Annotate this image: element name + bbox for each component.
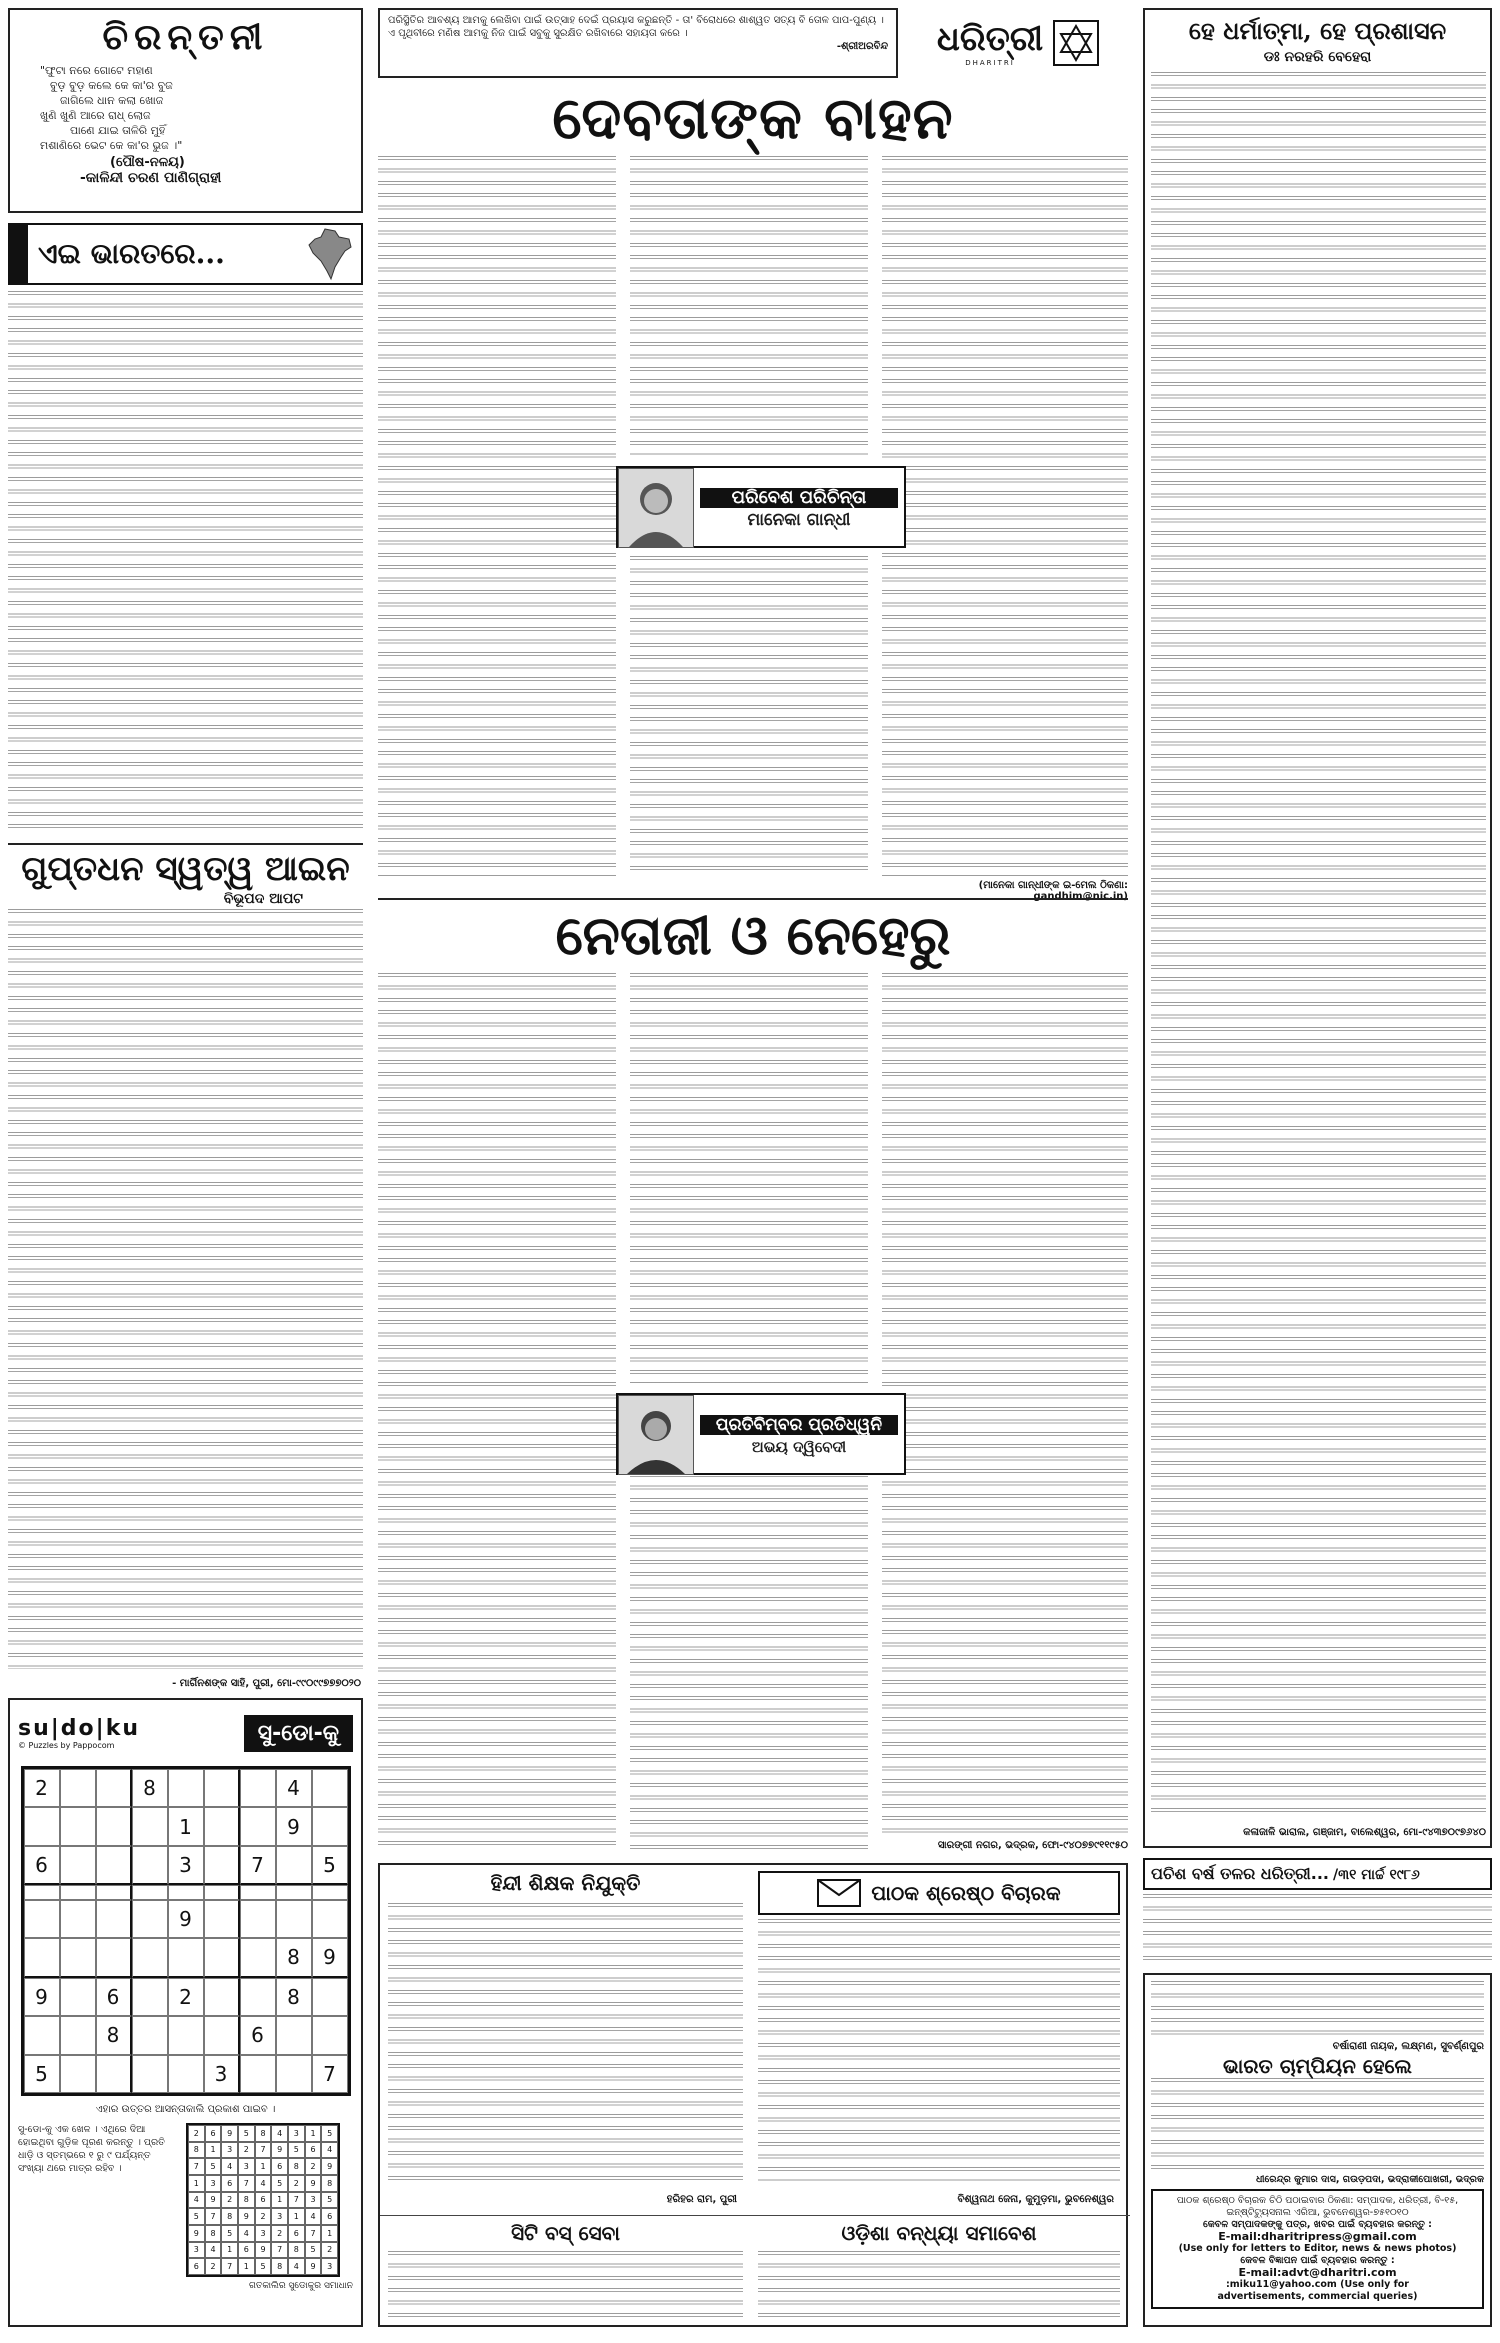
sudoku-cell[interactable] bbox=[60, 1885, 96, 1899]
sudoku-solution-cell: 6 bbox=[305, 2142, 322, 2159]
sudoku-cell[interactable]: 6 bbox=[24, 1846, 60, 1885]
sudoku-cell[interactable] bbox=[240, 1978, 276, 2016]
sudoku-cell[interactable] bbox=[204, 1900, 240, 1938]
contact-note2: କେବଳ ବିଜ୍ଞାପନ ପାଇଁ ବ୍ୟବହାର କରନ୍ତୁ : bbox=[1240, 2255, 1395, 2266]
body-text-lines bbox=[378, 973, 616, 1853]
sudoku-solution-cell: 2 bbox=[238, 2142, 255, 2159]
sudoku-solution-cell: 5 bbox=[255, 2258, 272, 2275]
sudoku-cell[interactable] bbox=[132, 2055, 168, 2093]
sudoku-cell[interactable]: 3 bbox=[204, 2055, 240, 2093]
sudoku-cell[interactable] bbox=[96, 2055, 132, 2093]
sudoku-solution-cell: 3 bbox=[321, 2258, 338, 2275]
poem-title: ଚିରନ୍ତନୀ bbox=[102, 16, 269, 58]
sudoku-solution-cell: 8 bbox=[288, 2242, 305, 2259]
sudoku-solution-cell: 7 bbox=[305, 2225, 322, 2242]
contact-email2[interactable]: E-mail:advt@dharitri.com bbox=[1238, 2266, 1397, 2279]
sudoku-cell[interactable]: 3 bbox=[168, 1846, 204, 1885]
article2-body bbox=[378, 973, 1128, 1853]
sudoku-solution-cell: 9 bbox=[305, 2258, 322, 2275]
body-text-lines bbox=[630, 556, 868, 876]
sudoku-solution-cell: 9 bbox=[255, 2242, 272, 2259]
sudoku-solution-cell: 3 bbox=[238, 2158, 255, 2175]
letters-box bbox=[378, 1863, 1128, 2327]
letter4-title: ଓଡ଼ିଶା ବନ୍ଧ୍ୟା ସମାବେଶ bbox=[841, 2221, 1037, 2245]
sudoku-cell[interactable] bbox=[276, 1900, 312, 1938]
sudoku-cell[interactable] bbox=[276, 1885, 312, 1899]
sudoku-cell[interactable] bbox=[168, 2055, 204, 2093]
sudoku-solution-cell: 4 bbox=[205, 2242, 222, 2259]
sudoku-cell[interactable]: 9 bbox=[276, 1807, 312, 1845]
right-article-box bbox=[1143, 8, 1492, 1848]
body-text-lines bbox=[758, 2251, 1120, 2321]
masthead-quote-author: -ଶ୍ରୀଅରବିନ୍ଦ bbox=[836, 41, 888, 52]
sudoku-solution-cell: 3 bbox=[305, 2192, 322, 2209]
logo-sub: DHARITRI bbox=[965, 59, 1015, 67]
sudoku-solution-cell: 9 bbox=[221, 2125, 238, 2142]
right-letter2-signer: ଧୀରେନ୍ଦ୍ର କୁମାର ଦାସ, ଗଉଡ଼ପଦା, ଭଦ୍ରାକୀପୋଖରୀ, ଭଦ୍ରକ bbox=[1256, 2174, 1484, 2185]
sudoku-cell[interactable] bbox=[312, 1885, 348, 1899]
divider bbox=[380, 2215, 1130, 2216]
body-text-lines bbox=[1151, 72, 1486, 1812]
poem-box bbox=[8, 8, 363, 213]
masthead-quote: ପରିସ୍ଥିତିର ଆବଶ୍ୟ ଆମକୁ ଲେଖିବା ପାଇଁ ଉତ୍ସାହ ଦେଇଁ ପ୍ରୟାସ କରୁଛନ୍ତି - ତା' ବିରୋଧରେ ଶାଶ୍ୱତ ସତ୍ୟ ବି ତୋଳ ପାପ-ପୁଣ୍ୟ । ଏ ପୃଥିବୀରେ ମଣିଷ ଆମକୁ ନିଜ ପାଇଁ ସବୁକୁ ସୁରକ୍ଷିତ ରଖିବାରେ ସହାୟତା କରେ । bbox=[388, 15, 884, 39]
sudoku-cell[interactable]: 9 bbox=[168, 1900, 204, 1938]
sudoku-cell[interactable] bbox=[96, 1846, 132, 1885]
letter3-body bbox=[388, 2251, 743, 2321]
article1-col3 bbox=[882, 156, 1128, 876]
section-header bbox=[8, 223, 363, 285]
sudoku-cell[interactable] bbox=[240, 1900, 276, 1938]
sudoku-cell[interactable] bbox=[204, 1846, 240, 1885]
sudoku-cell[interactable]: 5 bbox=[312, 1846, 348, 1885]
flashback-body bbox=[1143, 1894, 1492, 1968]
sudoku-bottom bbox=[18, 2123, 353, 2277]
sudoku-solution-cell: 6 bbox=[255, 2192, 272, 2209]
sudoku-cell[interactable] bbox=[60, 1807, 96, 1845]
column-label-text bbox=[694, 468, 904, 546]
section-guptadhan bbox=[8, 843, 363, 1693]
sudoku-cell[interactable]: 4 bbox=[276, 1769, 312, 1807]
sudoku-solution-cell: 6 bbox=[221, 2175, 238, 2192]
sudoku-solution-cell: 1 bbox=[321, 2225, 338, 2242]
sudoku-header bbox=[18, 1708, 353, 1758]
sudoku-solution-cell: 5 bbox=[305, 2242, 322, 2259]
sudoku-cell[interactable] bbox=[132, 2016, 168, 2054]
headline-devatanka-bahana: ଦେବତାଙ୍କ ବାହନ bbox=[552, 84, 954, 152]
sudoku-rules: ସୁ-ଡୋ-କୁ ଏକ ଖେଳ । ଏଥିରେ ଦିଆ ହୋଇଥିବା ଗୁଡ଼ିକ ପୂରଣ କରନ୍ତୁ । ପ୍ରତି ଧାଡ଼ି ଓ ସ୍ତମ୍ଭରେ ୧ ରୁ ୯ ପର୍ଯ୍ୟନ୍ତ ସଂଖ୍ୟା ଥରେ ମାତ୍ର ରହିବ । bbox=[18, 2124, 165, 2174]
sudoku-solution-cell: 4 bbox=[238, 2225, 255, 2242]
middle-column bbox=[378, 8, 1128, 2327]
sudoku-solution-cell: 6 bbox=[205, 2125, 222, 2142]
sudoku-solution-cell: 5 bbox=[321, 2125, 338, 2142]
poem-line: ମଶାଣିରେ ଭେଟ କେ କା'ର ଭୁଜ ।" bbox=[40, 139, 183, 152]
body-text-lines bbox=[630, 156, 868, 456]
poem-line: ବୁଡ଼ ବୁଡ଼ କଲେ କେ କା'ର ବୁଜ bbox=[50, 79, 173, 92]
contact-email1-note: (Use only for letters to Editor, news & news photos) bbox=[1178, 2243, 1457, 2254]
sudoku-cell[interactable] bbox=[276, 2055, 312, 2093]
sudoku-solution-cell: 1 bbox=[188, 2175, 205, 2192]
sudoku-solution-cell: 1 bbox=[205, 2142, 222, 2159]
right-headline: ହେ ଧର୍ମାତ୍ମା, ହେ ପ୍ରଶାସନ bbox=[1188, 16, 1447, 45]
sudoku-solution-cell: 5 bbox=[238, 2125, 255, 2142]
right-byline: ଡଃ ନରହରି ବେହେରା bbox=[1263, 49, 1372, 65]
sudoku-solution-cell: 9 bbox=[188, 2225, 205, 2242]
letter1-title: ହିନ୍ଦୀ ଶିକ୍ଷକ ନିଯୁକ୍ତି bbox=[490, 1871, 641, 1895]
letter2 bbox=[758, 1871, 1120, 2211]
sudoku-credits: ଗତକାଲିର ସୁଡୋକୁର ସମାଧାନ bbox=[249, 2281, 353, 2291]
sudoku-solution-cell: 9 bbox=[321, 2158, 338, 2175]
flashback-title: ପଚିଶ ବର୍ଷ ତଳର ଧରିତ୍ରୀ... bbox=[1151, 1864, 1329, 1883]
envelope-icon bbox=[817, 1879, 861, 1907]
sudoku-cell[interactable] bbox=[240, 1885, 276, 1899]
masthead bbox=[378, 8, 1128, 83]
person-photo-icon bbox=[619, 469, 693, 547]
article1-byline: ମାନେକା ଗାନ୍ଧୀ bbox=[747, 510, 851, 530]
body-text-lines bbox=[1151, 2078, 1484, 2174]
body-text-lines bbox=[758, 1919, 1120, 2181]
author-photo bbox=[618, 1395, 694, 1475]
sudoku-cell[interactable] bbox=[24, 1807, 60, 1845]
section2-footer: - ମାର୍ଗିନଶଙ୍କ ସାହି, ପୁରୀ, ମୋ-୯୯୦୯୯୭୭୭୦୨୦ bbox=[172, 1678, 361, 1689]
left-column bbox=[8, 8, 363, 2327]
headline-netaji-nehru: ନେତାଜୀ ଓ ନେହେରୁ bbox=[555, 903, 951, 967]
masthead-logo bbox=[908, 8, 1128, 78]
sudoku-solution-cell: 6 bbox=[188, 2258, 205, 2275]
sudoku-solution-cell: 8 bbox=[238, 2192, 255, 2209]
sudoku-cell[interactable] bbox=[96, 1885, 132, 1899]
sudoku-solution-cell: 6 bbox=[288, 2225, 305, 2242]
sudoku-cell[interactable] bbox=[132, 1846, 168, 1885]
sudoku-cell[interactable] bbox=[276, 1846, 312, 1885]
sudoku-cell[interactable] bbox=[24, 1885, 60, 1899]
sudoku-solution-cell: 7 bbox=[188, 2158, 205, 2175]
body-text-lines bbox=[8, 291, 363, 831]
sudoku-solution-cell: 1 bbox=[238, 2258, 255, 2275]
column-label-text bbox=[694, 1395, 904, 1473]
sudoku-solution-cell: 4 bbox=[305, 2208, 322, 2225]
right-column bbox=[1143, 8, 1492, 2327]
body-text-lines bbox=[378, 156, 616, 876]
column-label-box2 bbox=[616, 1393, 906, 1475]
sudoku-solution-cell: 8 bbox=[321, 2175, 338, 2192]
sudoku-cell[interactable] bbox=[96, 1807, 132, 1845]
letter2-title: ପାଠକ ଶ୍ରେଷ୍ଠ ବିଚାରକ bbox=[871, 1881, 1061, 1905]
poem-line: ଖୁଣି ଖୁଣି ଆରେ ରାଧ୍ ଲୋଜ bbox=[40, 109, 151, 122]
sudoku-solution-cell: 1 bbox=[305, 2125, 322, 2142]
sudoku-cell[interactable] bbox=[276, 2016, 312, 2054]
sudoku-cell[interactable]: 6 bbox=[240, 2016, 276, 2054]
poem-line: ଜାଗିଲେ ଧାନ କଲା ଖୋଜ bbox=[60, 94, 164, 107]
poem-source: (ପୌଷ-ନଳୟ) bbox=[110, 155, 185, 170]
contact-email3[interactable]: :miku11@yahoo.com (Use only for bbox=[1225, 2279, 1409, 2290]
article1-col1 bbox=[378, 156, 616, 876]
sudoku-cell[interactable] bbox=[168, 1938, 204, 1977]
section2-author: ବିଭୂପଦ ଆପଟ bbox=[223, 891, 303, 907]
sudoku-cell[interactable]: 8 bbox=[276, 1938, 312, 1977]
sudoku-solution-cell: 5 bbox=[205, 2158, 222, 2175]
body-text-lines bbox=[388, 1903, 743, 2183]
letter4-body bbox=[758, 2251, 1120, 2321]
right-letter2-body bbox=[1151, 2078, 1484, 2174]
sudoku-solution-cell: 1 bbox=[271, 2192, 288, 2209]
section1-body bbox=[8, 291, 363, 831]
sudoku-solution-cell: 6 bbox=[271, 2158, 288, 2175]
sudoku-solution-cell: 5 bbox=[221, 2225, 238, 2242]
right-letter1-signer: ବର୍ଷାରାଣୀ ନାୟକ, ଲକ୍ଷ୍ମଣ, ସୁବର୍ଣ୍ଣପୁର bbox=[1332, 2041, 1484, 2052]
contact-box bbox=[1151, 2189, 1484, 2309]
sudoku-cell[interactable] bbox=[24, 1900, 60, 1938]
letter4 bbox=[758, 2221, 1120, 2321]
sudoku-solution-cell: 4 bbox=[221, 2158, 238, 2175]
contact-email3-note: advertisements, commercial queries) bbox=[1217, 2291, 1418, 2302]
sudoku-logo: su|do|ku bbox=[18, 1716, 140, 1741]
sudoku-solution-cell: 2 bbox=[305, 2158, 322, 2175]
sudoku-solution-cell: 3 bbox=[221, 2142, 238, 2159]
sudoku-solution-cell: 3 bbox=[188, 2242, 205, 2259]
sudoku-solution-cell: 8 bbox=[221, 2208, 238, 2225]
letter1-body bbox=[388, 1903, 743, 2183]
sudoku-solution-cell: 5 bbox=[288, 2142, 305, 2159]
sudoku-answer-note: ଏହାର ଉତ୍ତର ଆସନ୍ତାକାଲି ପ୍ରକାଶ ପାଇବ । bbox=[95, 2104, 276, 2115]
poem-line: "ଫୁଟା ନରେ ଗୋଟେ ମହାଣ bbox=[40, 64, 153, 77]
article1-email: (ମାନେକା ଗାନ୍ଧୀଙ୍କ ଇ-ମେଲ ଠିକଣା: gandhim@nic.in) bbox=[978, 880, 1128, 902]
poem-lines bbox=[20, 63, 351, 153]
sudoku-cell[interactable] bbox=[204, 1807, 240, 1845]
sudoku-solution-cell: 5 bbox=[321, 2192, 338, 2209]
sudoku-cell[interactable]: 7 bbox=[312, 2055, 348, 2093]
sudoku-cell[interactable] bbox=[60, 2016, 96, 2054]
sudoku-cell[interactable] bbox=[204, 2016, 240, 2054]
article1-body bbox=[378, 156, 1128, 876]
sudoku-solution-cell: 3 bbox=[288, 2125, 305, 2142]
divider bbox=[378, 898, 1128, 900]
logo-text-wrap bbox=[937, 19, 1043, 67]
author-photo bbox=[618, 468, 694, 548]
sudoku-cell[interactable]: 2 bbox=[24, 1769, 60, 1807]
sudoku-cell[interactable] bbox=[312, 1769, 348, 1807]
sudoku-solution bbox=[186, 2123, 340, 2277]
section2-title: ଗୁପ୍ତଧନ ସ୍ୱତ୍ୱ ଆଇନ bbox=[21, 849, 350, 889]
sudoku-solution-cell: 3 bbox=[271, 2208, 288, 2225]
sudoku-cell[interactable] bbox=[24, 2016, 60, 2054]
sudoku-cell[interactable] bbox=[240, 1938, 276, 1977]
sudoku-cell[interactable] bbox=[312, 1978, 348, 2016]
sudoku-solution-cell: 4 bbox=[288, 2258, 305, 2275]
sudoku-solution-cell: 8 bbox=[288, 2158, 305, 2175]
sudoku-cell[interactable] bbox=[96, 1938, 132, 1977]
flashback-date: /୩୧ ମାର୍ଚ୍ଚ ୧୯୮୬ bbox=[1333, 1867, 1420, 1883]
body-text-lines bbox=[8, 909, 363, 1669]
sudoku-cell[interactable] bbox=[168, 2016, 204, 2054]
sudoku-cell[interactable]: 2 bbox=[168, 1978, 204, 2016]
sudoku-cell[interactable] bbox=[132, 1900, 168, 1938]
sudoku-cell[interactable] bbox=[132, 1885, 168, 1899]
letter2-body bbox=[758, 1919, 1120, 2181]
sudoku-cell[interactable] bbox=[60, 1900, 96, 1938]
body-text-lines bbox=[882, 973, 1128, 1833]
body-text-lines bbox=[882, 156, 1128, 876]
sudoku-cell[interactable]: 8 bbox=[276, 1978, 312, 2016]
column-label: ପରିବେଶ ପରିଚିନ୍ତା bbox=[700, 488, 898, 508]
sudoku-solution-cell: 1 bbox=[288, 2208, 305, 2225]
logo-text: ଧରିତ୍ରୀ bbox=[936, 19, 1044, 59]
article2-col1 bbox=[378, 973, 616, 1853]
sudoku-solution-cell: 9 bbox=[305, 2175, 322, 2192]
letter2-signer: ବିଶ୍ୱନାଥ ଜେନା, କୁମୁଡ଼ମା, ଭୁବନେଶ୍ୱର bbox=[957, 2194, 1114, 2205]
sudoku-title: ସୁ-ଡୋ-କୁ bbox=[244, 1715, 353, 1752]
letter1 bbox=[388, 1871, 743, 2211]
letter3 bbox=[388, 2221, 743, 2321]
india-map-icon bbox=[305, 227, 355, 281]
right-letters-box bbox=[1143, 1973, 1492, 2327]
body-text-lines bbox=[630, 973, 868, 1383]
article2-col3 bbox=[882, 973, 1128, 1853]
sudoku-cell[interactable] bbox=[96, 1900, 132, 1938]
contact-note1: କେବଳ ସମ୍ପାଦକଙ୍କୁ ପତ୍ର, ଖବର ପାଇଁ ବ୍ୟବହାର କରନ୍ତୁ : bbox=[1203, 2219, 1432, 2230]
sudoku-solution-cell: 2 bbox=[288, 2175, 305, 2192]
poem-line: ପାଣେ ଯାଇ ତାଳିରି ମୁହିଁ bbox=[70, 124, 166, 137]
header-black-bar bbox=[10, 225, 28, 283]
sudoku-solution-cell: 4 bbox=[321, 2142, 338, 2159]
column-label: ପ୍ରତିବିମ୍ବର ପ୍ରତିଧ୍ୱନି bbox=[700, 1415, 898, 1435]
sudoku-solution-cell: 4 bbox=[271, 2125, 288, 2142]
sudoku-cell[interactable] bbox=[204, 1769, 240, 1807]
right-footer: କଳାଜାଳି ଭାରାଲ, ଗଞ୍ଜାମ, ବାଲେଶ୍ୱର, ମୋ-୯୪୩୭୦୯୭୬୪୦ bbox=[1243, 1827, 1486, 1838]
poem-author: -କାଳିନ୍ଦୀ ଚରଣ ପାଣିଗ୍ରାହୀ bbox=[80, 170, 222, 186]
sudoku-cell[interactable] bbox=[204, 1938, 240, 1977]
sudoku-cell[interactable]: 7 bbox=[240, 1846, 276, 1885]
sudoku-solution-cell: 1 bbox=[221, 2242, 238, 2259]
body-text-lines bbox=[1143, 1894, 1492, 1968]
sudoku-solution-cell: 6 bbox=[238, 2242, 255, 2259]
sudoku-solution-cell: 3 bbox=[205, 2175, 222, 2192]
section2-body bbox=[8, 909, 363, 1669]
article2-footer: ସାରଙ୍ଗୀ ନଗର, ଭଦ୍ରକ, ଫୋ-୯୪୦୭୭୯୧୧୯୫୦ bbox=[937, 1840, 1128, 1851]
sudoku-solution-cell: 2 bbox=[271, 2225, 288, 2242]
sudoku-cell[interactable] bbox=[24, 1938, 60, 1977]
right-letter1-body bbox=[1151, 1981, 1484, 2041]
sudoku-cell[interactable] bbox=[60, 2055, 96, 2093]
person-photo-icon bbox=[619, 1396, 693, 1474]
sudoku-solution-cell: 7 bbox=[205, 2208, 222, 2225]
star-logo-icon bbox=[1053, 20, 1099, 66]
section1-title: ଏଇ ଭାରତରେ... bbox=[38, 237, 225, 270]
column-label-box bbox=[616, 466, 906, 548]
sudoku-solution-cell: 5 bbox=[188, 2208, 205, 2225]
body-text-lines bbox=[1151, 1981, 1484, 2041]
sudoku-solution-cell: 4 bbox=[188, 2192, 205, 2209]
sudoku-cell[interactable] bbox=[240, 1807, 276, 1845]
letter2-title-box bbox=[758, 1871, 1120, 1915]
sudoku-solution-cell: 9 bbox=[271, 2142, 288, 2159]
sudoku-cell[interactable] bbox=[96, 1769, 132, 1807]
sudoku-solution-cell: 7 bbox=[271, 2242, 288, 2259]
right-letter2-title: ଭାରତ ଚାମ୍ପିୟନ ହେଲେ bbox=[1223, 2054, 1412, 2078]
sudoku-solution-cell: 2 bbox=[221, 2192, 238, 2209]
sudoku-solution-cell: 5 bbox=[271, 2175, 288, 2192]
sudoku-cell[interactable] bbox=[132, 1978, 168, 2016]
divider bbox=[8, 843, 363, 845]
sudoku-grid[interactable] bbox=[21, 1766, 351, 2096]
sudoku-solution-cell: 9 bbox=[205, 2192, 222, 2209]
sudoku-cell[interactable]: 9 bbox=[312, 1938, 348, 1977]
sudoku-cell[interactable] bbox=[240, 1769, 276, 1807]
contact-address: ପାଠକ ଶ୍ରେଷ୍ଠ ବିଚାରକ ଚିଠି ପଠାଇବାର ଠିକଣା: ସମ୍ପାଦକ, ଧରିତ୍ରୀ, ବି-୧୫, ଇନ୍‌ଷ୍ଟିଟ୍ୟୁସନାଲ ଏରିଆ, ଭୁବନେଶ୍ୱର-୭୫୧୦୧୦ bbox=[1176, 2195, 1459, 2218]
sudoku-logo-wrap bbox=[18, 1716, 140, 1750]
sudoku-box bbox=[8, 1698, 363, 2327]
sudoku-solution-cell: 7 bbox=[288, 2192, 305, 2209]
sudoku-solution-cell: 2 bbox=[205, 2258, 222, 2275]
sudoku-cell[interactable] bbox=[60, 1846, 96, 1885]
sudoku-solution-cell: 1 bbox=[255, 2158, 272, 2175]
sudoku-solution-cell: 8 bbox=[271, 2258, 288, 2275]
letter3-title: ସିଟି ବସ୍ ସେବା bbox=[511, 2221, 620, 2245]
sudoku-cell[interactable] bbox=[312, 1900, 348, 1938]
sudoku-solution-cell: 2 bbox=[321, 2242, 338, 2259]
masthead-quote-box bbox=[378, 8, 898, 78]
sudoku-cell[interactable] bbox=[312, 2016, 348, 2054]
sudoku-solution-cell: 2 bbox=[188, 2125, 205, 2142]
sudoku-cell[interactable]: 9 bbox=[24, 1978, 60, 2016]
sudoku-cell[interactable] bbox=[312, 1807, 348, 1845]
sudoku-cell[interactable]: 8 bbox=[132, 1769, 168, 1807]
sudoku-cell[interactable] bbox=[168, 1885, 204, 1899]
sudoku-cell[interactable] bbox=[240, 2055, 276, 2093]
right-article-body bbox=[1151, 72, 1486, 1812]
letter1-signer: ହରିହର ରାମ, ପୁରୀ bbox=[666, 2194, 737, 2205]
sudoku-cell[interactable]: 8 bbox=[96, 2016, 132, 2054]
sudoku-cell[interactable]: 5 bbox=[24, 2055, 60, 2093]
sudoku-cell[interactable]: 1 bbox=[168, 1807, 204, 1845]
flashback-box bbox=[1143, 1858, 1492, 1968]
newspaper-page bbox=[8, 8, 1492, 2327]
sudoku-solution-cell: 8 bbox=[188, 2142, 205, 2159]
sudoku-solution-cell: 7 bbox=[221, 2258, 238, 2275]
sudoku-solution-cell: 2 bbox=[255, 2208, 272, 2225]
sudoku-cell[interactable] bbox=[204, 1978, 240, 2016]
sudoku-solution-cell: 4 bbox=[255, 2175, 272, 2192]
sudoku-solution-cell: 7 bbox=[255, 2142, 272, 2159]
sudoku-cell[interactable] bbox=[168, 1769, 204, 1807]
sudoku-solution-cell: 7 bbox=[238, 2175, 255, 2192]
body-text-lines bbox=[388, 2251, 743, 2321]
flashback-title-bar bbox=[1143, 1858, 1492, 1890]
sudoku-cell[interactable] bbox=[60, 1978, 96, 2016]
body-text-lines bbox=[630, 1473, 868, 1853]
sudoku-cell[interactable] bbox=[60, 1769, 96, 1807]
sudoku-cell[interactable] bbox=[132, 1807, 168, 1845]
sudoku-cell[interactable] bbox=[204, 1885, 240, 1899]
sudoku-solution-grid bbox=[186, 2123, 340, 2277]
sudoku-solution-cell: 6 bbox=[321, 2208, 338, 2225]
sudoku-solution-cell: 3 bbox=[255, 2225, 272, 2242]
sudoku-solution-cell: 8 bbox=[205, 2225, 222, 2242]
contact-email1[interactable]: E-mail:dharitripress@gmail.com bbox=[1218, 2230, 1417, 2243]
sudoku-cell[interactable] bbox=[60, 1938, 96, 1977]
sudoku-logo-sub: © Puzzles by Pappocom bbox=[18, 1741, 115, 1750]
article2-byline: ଅଭୟ ଦ୍ୱିବେଦୀ bbox=[751, 1438, 847, 1456]
sudoku-solution-cell: 8 bbox=[255, 2125, 272, 2142]
sudoku-cell[interactable]: 6 bbox=[96, 1978, 132, 2016]
sudoku-cell[interactable] bbox=[132, 1938, 168, 1977]
section-ei-bharatare bbox=[8, 223, 363, 838]
sudoku-solution-cell: 9 bbox=[238, 2208, 255, 2225]
